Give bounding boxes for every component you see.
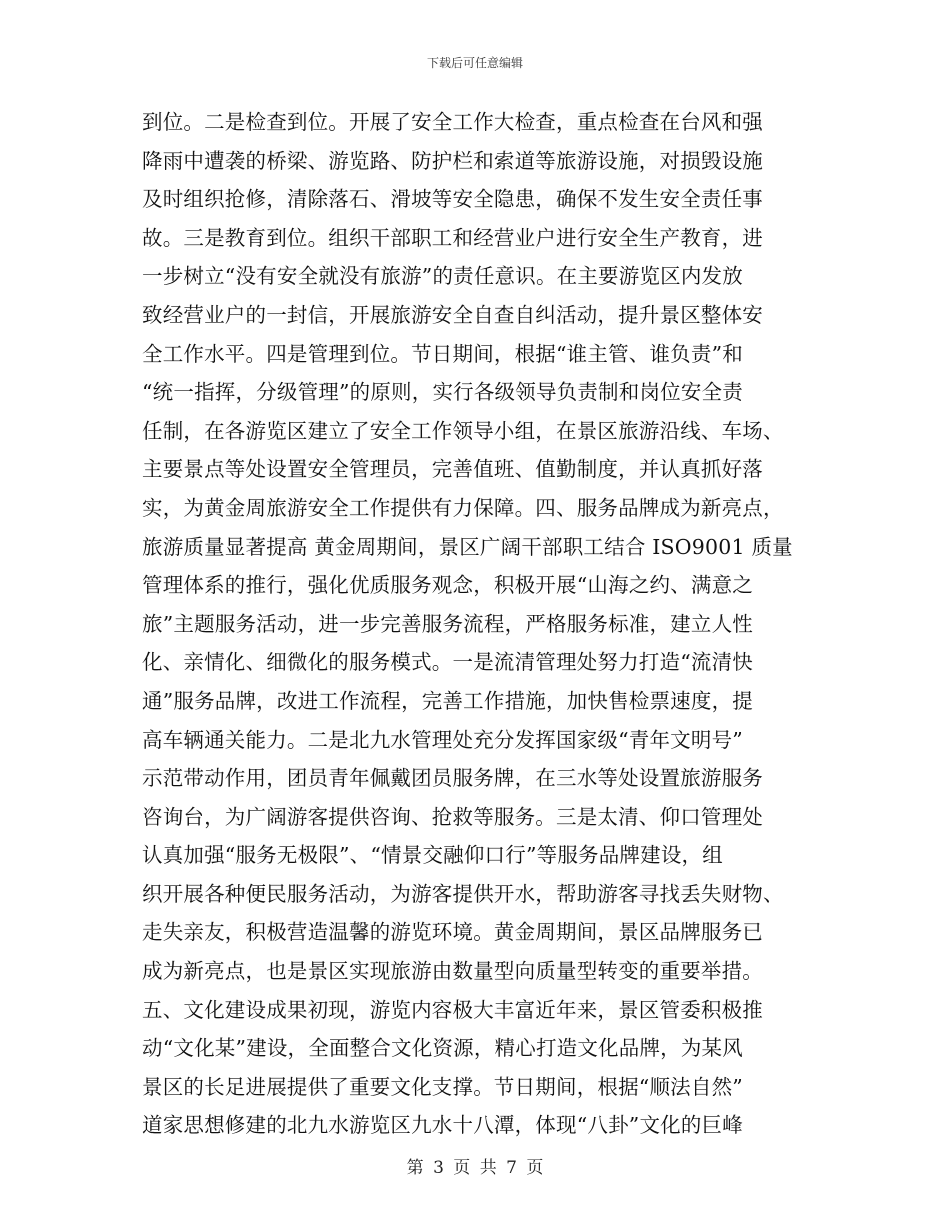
body-line: 动“文化某”建设，全面整合文化资源，精心打造文化品牌，为某风 xyxy=(142,1036,743,1061)
body-line: 景区的长足进展提供了重要文化支撑。节日期间，根据“顺法自然” xyxy=(142,1074,743,1099)
body-line: 故。三是教育到位。组织干部职工和经营业户进行安全生产教育，进 xyxy=(142,225,763,250)
body-line: 旅游质量显著提高 黄金周期间，景区广阔干部职工结合 ISO9001 质量 xyxy=(142,534,793,559)
page-header-note: 下载后可任意编辑 xyxy=(426,56,523,70)
body-line: 一步树立“没有安全就没有旅游”的责任意识。在主要游览区内发放 xyxy=(142,264,743,289)
body-line: 旅”主题服务活动，进一步完善服务流程，严格服务标准，建立人性 xyxy=(142,611,753,636)
body-line: “统一指挥，分级管理”的原则，实行各级领导负责制和岗位安全责 xyxy=(142,380,743,405)
body-line: 认真加强“服务无极限”、“情景交融仰口行”等服务品牌建设，组 xyxy=(142,843,723,868)
body-line: 任制，在各游览区建立了安全工作领导小组，在景区旅游沿线、车场、 xyxy=(142,418,784,443)
body-line: 到位。二是检查到位。开展了安全工作大检查，重点检查在台风和强 xyxy=(142,110,763,134)
body-line: 走失亲友，积极营造温馨的游览环境。黄金周期间，景区品牌服务已 xyxy=(142,920,763,945)
body-line: 成为新亮点，也是景区实现旅游由数量型向质量型转变的重要举措。 xyxy=(142,959,763,984)
body-line: 及时组织抢修，清除落石、滑坡等安全隐患，确保不发生安全责任事 xyxy=(142,187,763,212)
body-line: 通”服务品牌，改进工作流程，完善工作措施，加快售检票速度，提 xyxy=(142,688,753,713)
body-line: 织开展各种便民服务活动，为游客提供开水，帮助游客寻找丢失财物、 xyxy=(142,881,784,906)
body-line: 示范带动作用，团员青年佩戴团员服务牌，在三水等处设置旅游服务 xyxy=(142,766,763,791)
page-number: 第 3 页 共 7 页 xyxy=(406,1158,544,1178)
body-line: 降雨中遭袭的桥梁、游览路、防护栏和索道等旅游设施，对损毁设施 xyxy=(142,148,763,173)
body-line: 五、文化建设成果初现，游览内容极大丰富近年来，景区管委积极推 xyxy=(142,997,763,1022)
body-line: 主要景点等处设置安全管理员，完善值班、值勤制度，并认真抓好落 xyxy=(142,457,763,482)
body-line: 实，为黄金周旅游安全工作提供有力保障。四、服务品牌成为新亮点， xyxy=(142,495,784,520)
document-body xyxy=(142,103,814,1145)
body-line: 管理体系的推行，强化优质服务观念，积极开展“山海之约、满意之 xyxy=(142,573,753,598)
body-line: 咨询台，为广阔游客提供咨询、抢救等服务。三是太清、仰口管理处 xyxy=(142,804,763,829)
body-line: 致经营业户的一封信，开展旅游安全自查自纠活动，提升景区整体安 xyxy=(142,302,763,327)
body-line: 化、亲情化、细微化的服务模式。一是流清管理处努力打造“流清快 xyxy=(142,650,753,675)
body-line: 道家思想修建的北九水游览区九水十八潭，体现“八卦”文化的巨峰 xyxy=(142,1113,743,1138)
body-line: 高车辆通关能力。二是北九水管理处充分发挥国家级“青年文明号” xyxy=(142,727,743,752)
body-line: 全工作水平。四是管理到位。节日期间，根据“谁主管、谁负责”和 xyxy=(142,341,743,366)
